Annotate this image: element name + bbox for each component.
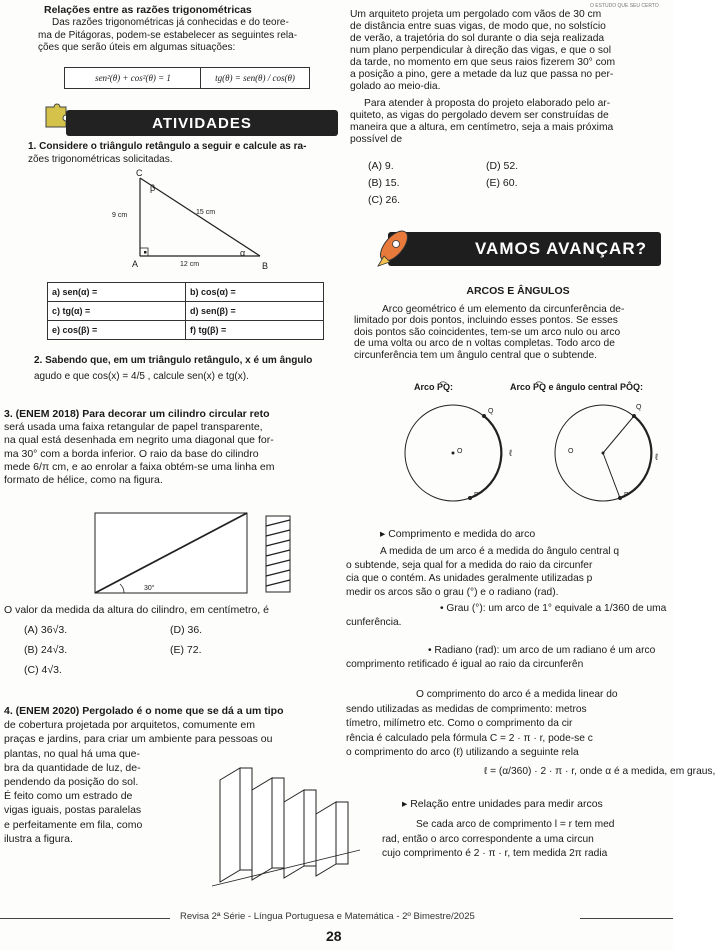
arc1-length-l: ℓ xyxy=(509,448,512,458)
q4a-line: Para atender à proposta do projeto elaborado pelo ar- xyxy=(364,98,611,109)
pergola-figure xyxy=(210,750,380,900)
footer-rule-right xyxy=(580,918,673,919)
answer-cell[interactable]: d) sen(β) = xyxy=(186,302,324,321)
comp2-line: tímetro, milímetro etc. Como o comprimento da cir xyxy=(346,718,573,729)
rocket-icon xyxy=(370,224,414,274)
comp-line: o subtende, seja qual for a medida do raio da circunfer xyxy=(346,559,593,571)
arc1-point-p: P xyxy=(474,492,479,499)
intro-line: ma de Pitágoras, podem-se estabelecer as seguintes rela- xyxy=(38,29,298,41)
q3-line: será usada uma faixa retangular de papel transparente, xyxy=(4,421,263,434)
grau-definition xyxy=(346,602,673,629)
q4c-line: de distância entre suas vigas, de modo que, no solstício xyxy=(350,21,606,32)
arcos-line: circunferência tem um ângulo central que o subtende. xyxy=(354,349,597,361)
arc2-center-o: O xyxy=(568,448,574,455)
arc-central-angle-figure xyxy=(548,398,658,508)
q4-ask xyxy=(350,98,670,146)
arcos-title: ARCOS E ÂNGULOS xyxy=(466,285,570,297)
alpha-label: α xyxy=(240,248,246,258)
table-row xyxy=(48,302,324,321)
q4-option-b[interactable]: (B) 15. xyxy=(368,177,400,189)
hypotenuse-label: 15 cm xyxy=(196,209,216,216)
comprimento-title: ▸ Comprimento e medida do arco xyxy=(380,528,536,540)
arc1-center-o: O xyxy=(457,448,463,455)
vertex-c-label: C xyxy=(136,168,143,178)
radiano-definition xyxy=(346,644,673,671)
vertex-a-label: A xyxy=(132,259,139,269)
q4-line: 4. (ENEM 2020) Pergolado é o nome que se dá a um tipo xyxy=(4,705,284,717)
formula-pythagorean: sen²(θ) + cos²(θ) = 1 xyxy=(64,67,202,89)
section-title: Relações entre as razões trigonométricas xyxy=(44,4,252,16)
comp2-line: rência é calculado pela fórmula C = 2 · π · r, pode-se c xyxy=(346,732,593,744)
comp-line: medir os arcos são o grau (°) e o radiano (rad). xyxy=(346,586,559,598)
page-number: 28 xyxy=(326,928,342,944)
q3-line: formato de hélice, como na figura. xyxy=(4,474,163,487)
angle-30-label: 30° xyxy=(144,585,155,592)
q4-line: ilustra a figura. xyxy=(4,832,73,845)
q3-line: mede 6/π cm, e ao enrolar a faixa obtém-se uma linha em xyxy=(4,460,275,473)
q4a-line: quiteto, as vigas do pergolado devem ser construídas de xyxy=(350,110,609,121)
table-row xyxy=(48,321,324,340)
q4-option-a[interactable]: (A) 9. xyxy=(368,160,394,172)
vamos-avancar-banner: VAMOS AVANÇAR? xyxy=(388,232,661,266)
q4c-line: da tarde, no momento em que seus raios fizerem 30° com xyxy=(350,57,616,68)
q4c-line: a posição a pino, gere a metade da luz que passa no per- xyxy=(350,69,614,80)
q3-line: ma 30° com a borda inferior. O raio da base do cilindro xyxy=(4,447,259,460)
answer-cell[interactable]: c) tg(α) = xyxy=(48,302,186,321)
arc-pq-label: Arco P͡Q: xyxy=(414,382,454,392)
q2-line: agudo e que cos(x) = 4/5 , calcule sen(x) e tg(x). xyxy=(34,370,249,382)
right-triangle-figure xyxy=(118,168,278,268)
vertex-b-label: B xyxy=(262,261,269,271)
q4-option-e[interactable]: (E) 60. xyxy=(486,177,518,189)
comp2-line: sendo utilizadas as medidas de comprimento: metros xyxy=(346,703,587,715)
grau-line: • Grau (°): um arco de 1° equivale a 1/360 de uma xyxy=(440,603,667,614)
q4-line: plantas, no qual há uma que- xyxy=(4,747,141,760)
relacao-paragraph xyxy=(382,818,673,862)
q4a-line: possível de xyxy=(350,134,403,145)
q4-line: vigas iguais, postas paralelas xyxy=(4,804,142,817)
q4-line: bra da quantidade de luz, de- xyxy=(4,761,141,774)
footer-text: Revisa 2ª Série - Língua Portuguesa e Matemática - 2º Bimestre/2025 xyxy=(180,911,475,922)
q4-line: praças e jardins, para criar um ambiente para pessoas ou xyxy=(4,733,273,746)
comp-line: cia que o contém. As unidades geralmente utilizadas p xyxy=(346,573,593,584)
helix-strip-figure xyxy=(94,512,304,596)
q4-line: pendendo da posição do sol. xyxy=(4,776,139,789)
base-12cm-label: 12 cm xyxy=(180,261,200,268)
side-9cm-label: 9 cm xyxy=(112,212,128,219)
answer-cell[interactable]: b) cos(α) = xyxy=(186,283,324,302)
q4-line: É feito como um estrado de xyxy=(4,790,133,803)
question-1 xyxy=(28,141,350,166)
arcos-line: limitado por dois pontos, incluindo esses pontos. Se esses xyxy=(354,315,618,327)
q4a-line: maneira que a altura, em centímetro, seja a mais próxima xyxy=(350,122,614,133)
arc2-point-q: Q xyxy=(636,404,642,411)
comprimento-paragraph xyxy=(346,545,673,599)
table-row xyxy=(48,283,324,302)
q3-question: O valor da medida da altura do cilindro, em centímetro, é xyxy=(4,604,269,616)
q3-line: na qual está desenhada em negrito uma diagonal que for- xyxy=(4,434,274,447)
atividades-banner: ATIVIDADES xyxy=(66,110,338,136)
q1-line: zões trigonométricas solicitadas. xyxy=(28,153,173,165)
q4-continuation xyxy=(350,9,670,93)
q3-option-a[interactable]: (A) 36√3. xyxy=(24,624,68,636)
arc2-point-p: P xyxy=(624,492,629,499)
intro-paragraph xyxy=(38,17,350,55)
rad-line: • Radiano (rad): um arco de um radiano é um arco xyxy=(428,645,656,656)
q3-option-e[interactable]: (E) 72. xyxy=(170,644,202,656)
rad-line: comprimento retificado é igual ao raio da circunferên xyxy=(346,658,584,670)
rel-line: Se cada arco de comprimento l = r tem med xyxy=(416,819,615,830)
q1-answer-table xyxy=(47,282,324,340)
answer-cell[interactable]: a) sen(α) = xyxy=(48,283,186,302)
q3-option-b[interactable]: (B) 24√3. xyxy=(24,644,68,656)
q4c-line: num plano perpendicular à direção das vigas, e que o sol xyxy=(350,45,612,56)
answer-cell[interactable]: f) tg(β) = xyxy=(186,321,324,340)
footer-rule-left xyxy=(0,918,170,919)
arc1-point-q: Q xyxy=(488,408,494,415)
rel-line: cujo comprimento é 2 · π · r, tem medida 2π radia xyxy=(382,848,608,859)
beta-label: β xyxy=(150,183,156,193)
intro-line: ções que serão úteis em algumas situações: xyxy=(38,42,236,54)
q3-option-c[interactable]: (C) 4√3. xyxy=(24,664,62,676)
q3-line: 3. (ENEM 2018) Para decorar um cilindro circular reto xyxy=(4,408,270,420)
arcos-line: de uma volta ou arco de n voltas completas. Todo arco de xyxy=(354,338,615,350)
comp2-line: o comprimento do arco (ℓ) utilizando a seguinte rela xyxy=(346,747,579,758)
arc2-length-l: ℓ xyxy=(655,452,658,462)
comprimento-arco-paragraph xyxy=(346,688,673,761)
formula-tangent: tg(θ) = sen(θ) / cos(θ) xyxy=(200,67,310,89)
q2-line: 2. Sabendo que, em um triângulo retângulo, x é um ângulo xyxy=(34,355,313,366)
q1-line: 1. Considere o triângulo retângulo a seguir e calcule as ra- xyxy=(28,141,307,152)
q4-option-c[interactable]: (C) 26. xyxy=(368,194,401,206)
q4-option-d[interactable]: (D) 52. xyxy=(486,160,519,172)
q4c-line: Um arquiteto projeta um pergolado com vãos de 30 cm xyxy=(350,9,602,20)
arcos-line: Arco geométrico é um elemento da circunferência de- xyxy=(382,304,625,315)
tiny-header-label: O ESTUDO QUE SEU CERTO xyxy=(590,3,659,9)
q4-line: e perfeitamente em fila, como xyxy=(4,818,143,831)
arcos-paragraph xyxy=(354,304,670,361)
question-2 xyxy=(34,355,354,383)
arc-length-formula: ℓ = (α/360) · 2 · π · r, onde α é a medida, em graus, xyxy=(484,766,715,777)
arcos-line: dois pontos são coincidentes, tem-se um arco nulo ou arco xyxy=(354,326,621,338)
q4c-line: golado ao meio-dia. xyxy=(350,81,441,92)
rel-line: rad, então o arco correspondente a uma circun xyxy=(382,833,594,845)
comp-line: A medida de um arco é a medida do ângulo central q xyxy=(380,546,619,557)
q4-line: de cobertura projetada por arquitetos, comumente em xyxy=(4,719,255,732)
comp2-line: O comprimento do arco é a medida linear do xyxy=(416,689,618,700)
grau-line: cunferência. xyxy=(346,616,402,628)
arc-central-angle-label: Arco P͡Q e ângulo central PÔQ: xyxy=(510,382,644,392)
intro-line: Das razões trigonométricas já conhecidas e do teore- xyxy=(52,17,289,28)
q4c-line: de verão, a trajetória do sol durante o dia seja realizada xyxy=(350,33,605,44)
relacao-title: ▸ Relação entre unidades para medir arcos xyxy=(402,798,603,810)
question-3 xyxy=(4,408,350,487)
q3-option-d[interactable]: (D) 36. xyxy=(170,624,203,636)
answer-cell[interactable]: e) cos(β) = xyxy=(48,321,186,340)
